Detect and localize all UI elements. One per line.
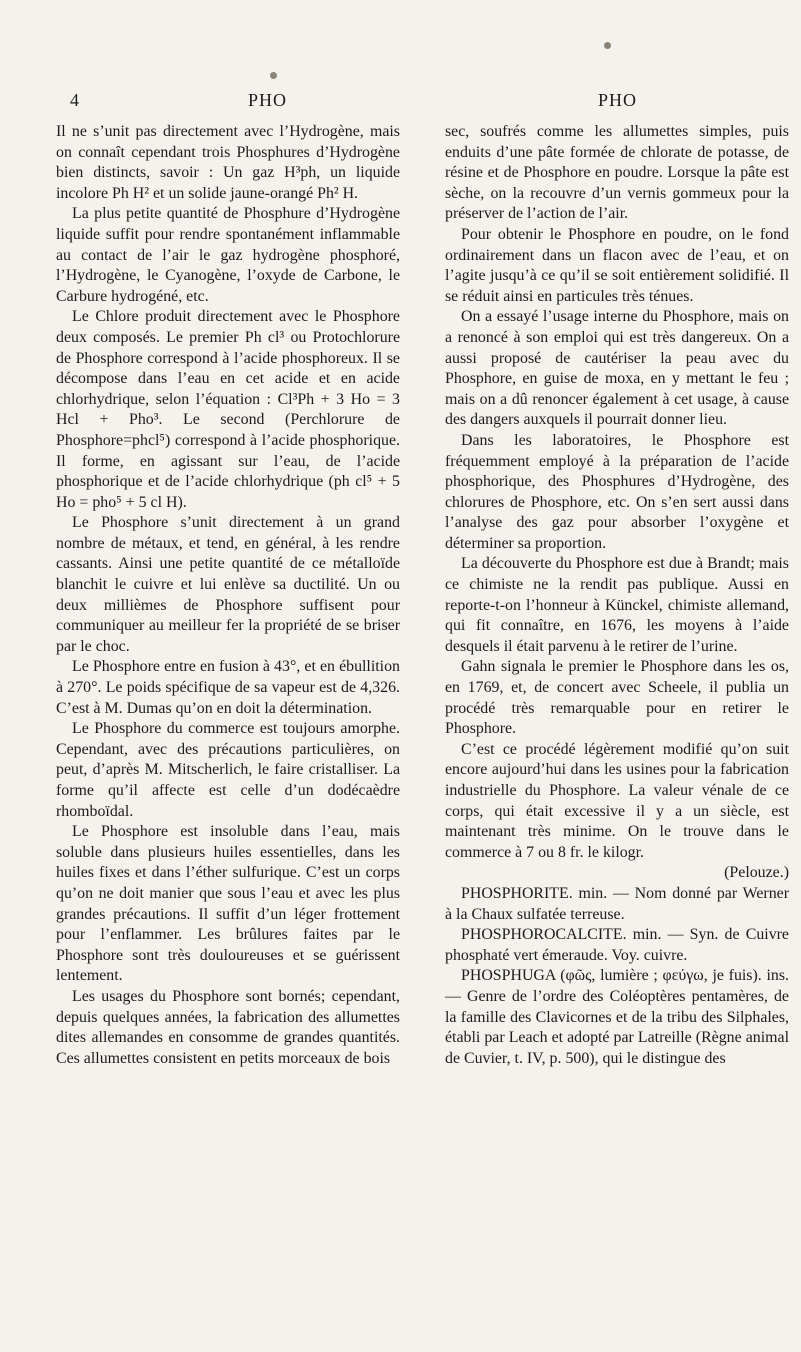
paragraph: Pour obtenir le Phosphore en poudre, on le fond ordinairement dans un flacon avec de l’eau, et on l’agite jusqu’à ce qu’il se soit entièrement solidifié. Il se réduit ainsi en particules très ténues. [445, 225, 789, 305]
paragraph: Les usages du Phosphore sont bornés; cependant, depuis quelques années, la fabrication des allumettes dites allemandes en consomme de grandes quantités. Ces allumettes consistent en petits morceaux de bois [56, 987, 400, 1067]
paragraph: La découverte du Phosphore est due à Brandt; mais ce chimiste ne la rendit pas publique. Aussi en reporte-t-on l’honneur à Künckel, chimiste allemand, qui fit connaître, en 1676, les moyens à l’aide desquels il était parvenu à le retirer de l’urine. [445, 555, 789, 655]
paragraph: sec, soufrés comme les allumettes simples, puis enduits d’une pâte formée de chlorate de potasse, de résine et de Phosphore en poudre. Lorsque la pâte est sèche, on la recouvre d’un vernis gommeux pour la préserver de l’action de l’air. [445, 123, 789, 223]
right-column [445, 122, 789, 1069]
paragraph: Le Phosphore entre en fusion à 43°, et en ébullition à 270°. Le poids spécifique de sa vapeur est de 4,326. C’est à M. Dumas qu’on en doit la détermination. [56, 658, 400, 717]
paragraph: Le Chlore produit directement avec le Phosphore deux composés. Le premier Ph cl³ ou Protochlorure de Phosphore correspond à l’acide phosphoreux. Il se décompose dans l’eau en cet acide et en acide chlorhydrique, selon l’équation : Cl³Ph + 3 Ho = 3 Hcl + Pho³. Le second (Perchlorure de Phosphore=phcl⁵) correspond à l’acide phosphorique. Il forme, en agissant sur l’eau, de l’acide phosphorique et de l’acide chlorhydrique (ph cl⁵ + 5 Ho = pho⁵ + 5 cl H). [56, 308, 400, 511]
paragraph: Gahn signala le premier le Phosphore dans les os, en 1769, et, de concert avec Scheele, il publia un procédé très remarquable pour en retirer le Phosphore. [445, 658, 789, 738]
left-column [56, 122, 400, 1069]
paragraph: Le Phosphore du commerce est toujours amorphe. Cependant, avec des précautions particulières, on peut, d’après M. Mitscherlich, le faire cristalliser. La forme qu’il affecte est celle d’un dodécaèdre rhomboïdal. [56, 720, 400, 820]
ink-speck [270, 72, 277, 79]
dictionary-entry: PHOSPHOROCALCITE. min. — Syn. de Cuivre phosphaté vert émeraude. Voy. cuivre. [445, 926, 789, 964]
running-header [0, 90, 801, 114]
paragraph: Dans les laboratoires, le Phosphore est fréquemment employé à la préparation de l’acide phosphorique, des Phosphures d’Hydrogène, des chlorures de Phosphore, etc. On s’en sert aussi dans l’analyse des gaz pour absorber l’oxygène et déterminer sa proportion. [445, 431, 789, 552]
ink-speck [604, 42, 611, 49]
paragraph: Le Phosphore s’unit directement à un grand nombre de métaux, et tend, en général, à les rendre cassants. Ainsi une petite quantité de ce métalloïde blanchit le cuivre et lui enlève sa ductilité. Un ou deux millièmes de Phosphore suffisent pour communiquer au meilleur fer la propriété de se briser par le choc. [56, 514, 400, 655]
page-number: 4 [70, 90, 80, 110]
running-head-right: PHO [598, 90, 638, 110]
paragraph: On a essayé l’usage interne du Phosphore, mais on a renoncé à son emploi qui est très dangereux. On a aussi proposé de cautériser la peau avec du Phosphore, en guise de moxa, en y mettant le feu ; mais on a dû renoncer également à cet usage, à cause des dangers auxquels il pourrait donner lieu. [445, 308, 789, 429]
author-signature: (Pelouze.) [724, 864, 789, 882]
paragraph: C’est ce procédé légèrement modifié qu’on suit encore aujourd’hui dans les usines pour la fabrication industrielle du Phosphore. La valeur vénale de ce corps, qui était excessive il y a un siècle, est maintenant très minime. On le trouve dans le commerce à 7 ou 8 fr. le kilogr. [445, 740, 789, 861]
running-head-left: PHO [248, 90, 288, 110]
paragraph: Le Phosphore est insoluble dans l’eau, mais soluble dans plusieurs huiles essentielles, dans les huiles fixes et dans l’éther sulfurique. C’est un corps qu’on ne doit manier que sous l’eau et avec les plus grandes précautions. Il suffit d’un léger frottement pour l’enflammer. Les brûlures faites par le Phosphore sont très douloureuses et se guérissent lentement. [56, 823, 400, 985]
paragraph: La plus petite quantité de Phosphure d’Hydrogène liquide suffit pour rendre spontanément inflammable au contact de l’air le gaz hydrogène phosphoré, l’Hydrogène, le Cyanogène, l’oxyde de Carbone, le Carbure hydrogéné, etc. [56, 205, 400, 305]
paragraph: Il ne s’unit pas directement avec l’Hydrogène, mais on connaît cependant trois Phosphures d’Hydrogène bien distincts, savoir : Un gaz H³ph, un liquide incolore Ph H² et un solide jaune-orangé Ph² H. [56, 123, 400, 202]
dictionary-entry: PHOSPHUGA (φῶς, lumière ; φεύγω, je fuis). ins. — Genre de l’ordre des Coléoptères pentamères, de la famille des Clavicornes et de la tribu des Silphales, établi par Leach et adopté par Latreille (Règne animal de Cuvier, t. IV, p. 500), qui le distingue des [445, 967, 789, 1067]
dictionary-entry: PHOSPHORITE. min. — Nom donné par Werner à la Chaux sulfatée terreuse. [445, 884, 789, 923]
